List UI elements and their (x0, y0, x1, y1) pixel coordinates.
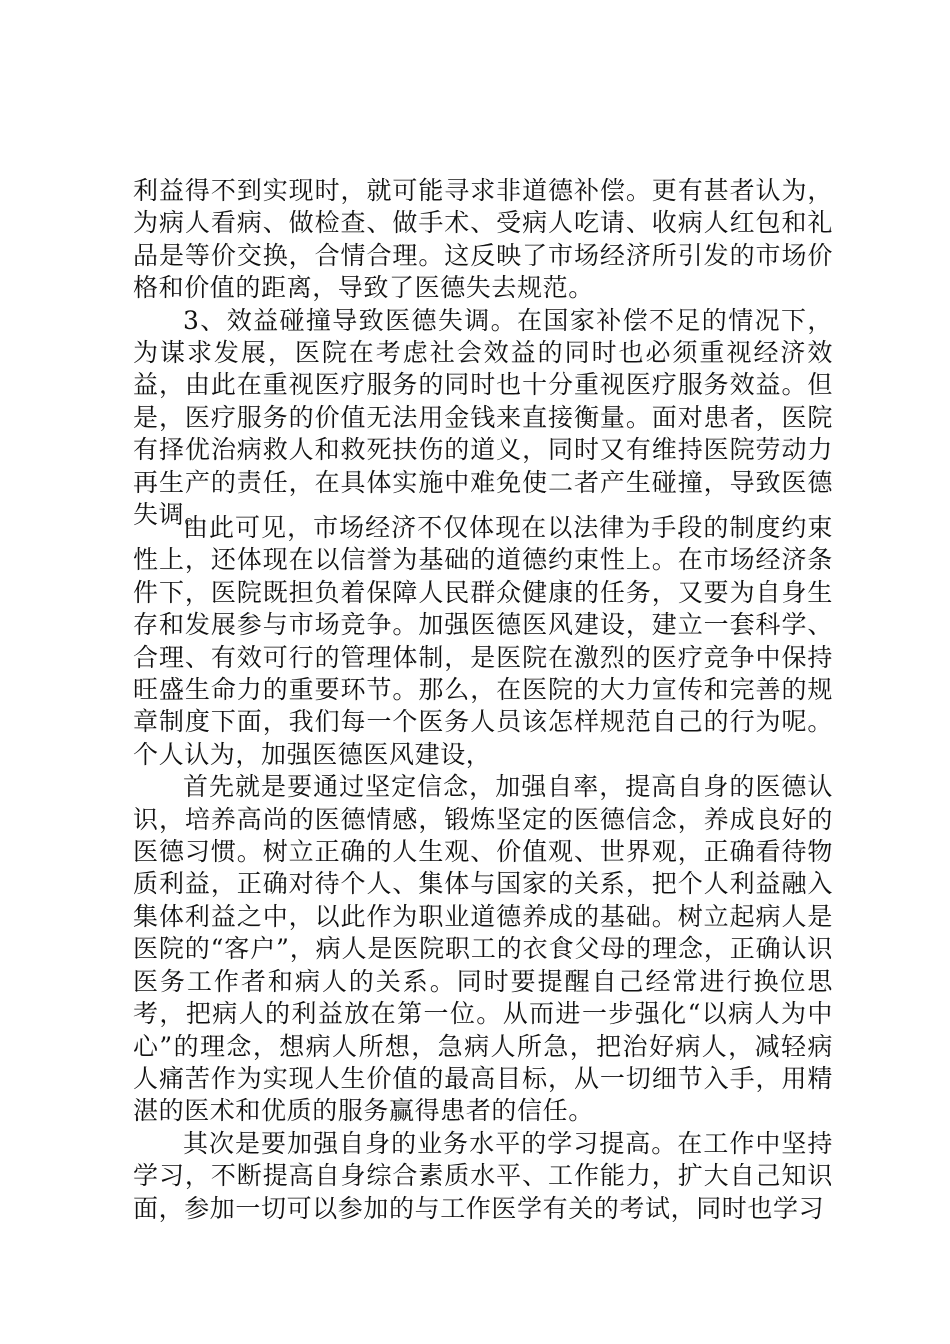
paragraph-first: 首先就是要通过坚定信念，加强自率，提高自身的医德认识，培养高尚的医德情感，锻炼坚定的医德信念，养成良好的医德习惯。树立正确的人生观、价值观、世界观，正确看待物质利益，正确对待个人、集体与国家的关系，把个人利益融入集体利益之中，以此作为职业道德养成的基础。树立起病人是医院的“客户”，病人是医院职工的衣食父母的理念，正确认识医务工作者和病人的关系。同时要提醒自己经常进行换位思考，把病人的利益放在第一位。从而进一步强化“以病人为中心”的理念，想病人所想，急病人所急，把治好病人，减轻病人痛苦作为实现人生价值的最高目标，从一切细节入手，用精湛的医术和优质的服务赢得患者的信任。 (133, 772, 833, 1126)
paragraph-continuation: 利益得不到实现时，就可能寻求非道德补偿。更有甚者认为，为病人看病、做检查、做手术、受病人吃请、收病人红包和礼品是等价交换，合情合理。这反映了市场经济所引发的市场价格和价值的距离，导致了医德失去规范。 (133, 176, 833, 303)
paragraph-second: 其次是要加强自身的业务水平的学习提高。在工作中坚持学习，不断提高自身综合素质水平、工作能力，扩大自己知识面，参加一切可以参加的与工作医学有关的考试，同时也学习 (133, 1128, 833, 1223)
text-block-upper (133, 175, 833, 531)
paragraph-point-3: 3、效益碰撞导致医德失调。在国家补偿不足的情况下，为谋求发展，医院在考虑社会效益的同时也必须重视经济效益，由此在重视医疗服务的同时也十分重视医疗服务效益。但是，医疗服务的价值无法用金钱来直接衡量。面对患者，医院有择优治病救人和救死扶伤的道义，同时又有维持医院劳动力再生产的责任，在具体实施中难免使二者产生碰撞，导致医德失调。 (133, 305, 833, 530)
text-block-lower (133, 512, 833, 1225)
paragraph-conclusion: 由此可见，市场经济不仅体现在以法律为手段的制度约束性上，还体现在以信誉为基础的道德约束性上。在市场经济条件下，医院既担负着保障人民群众健康的任务，又要为自身生存和发展参与市场竞争。加强医德医风建设，建立一套科学、合理、有效可行的管理体制，是医院在激烈的医疗竞争中保持旺盛生命力的重要环节。那么，在医院的大力宣传和完善的规章制度下面，我们每一个医务人员该怎样规范自己的行为呢。个人认为，加强医德医风建设， (133, 513, 833, 769)
